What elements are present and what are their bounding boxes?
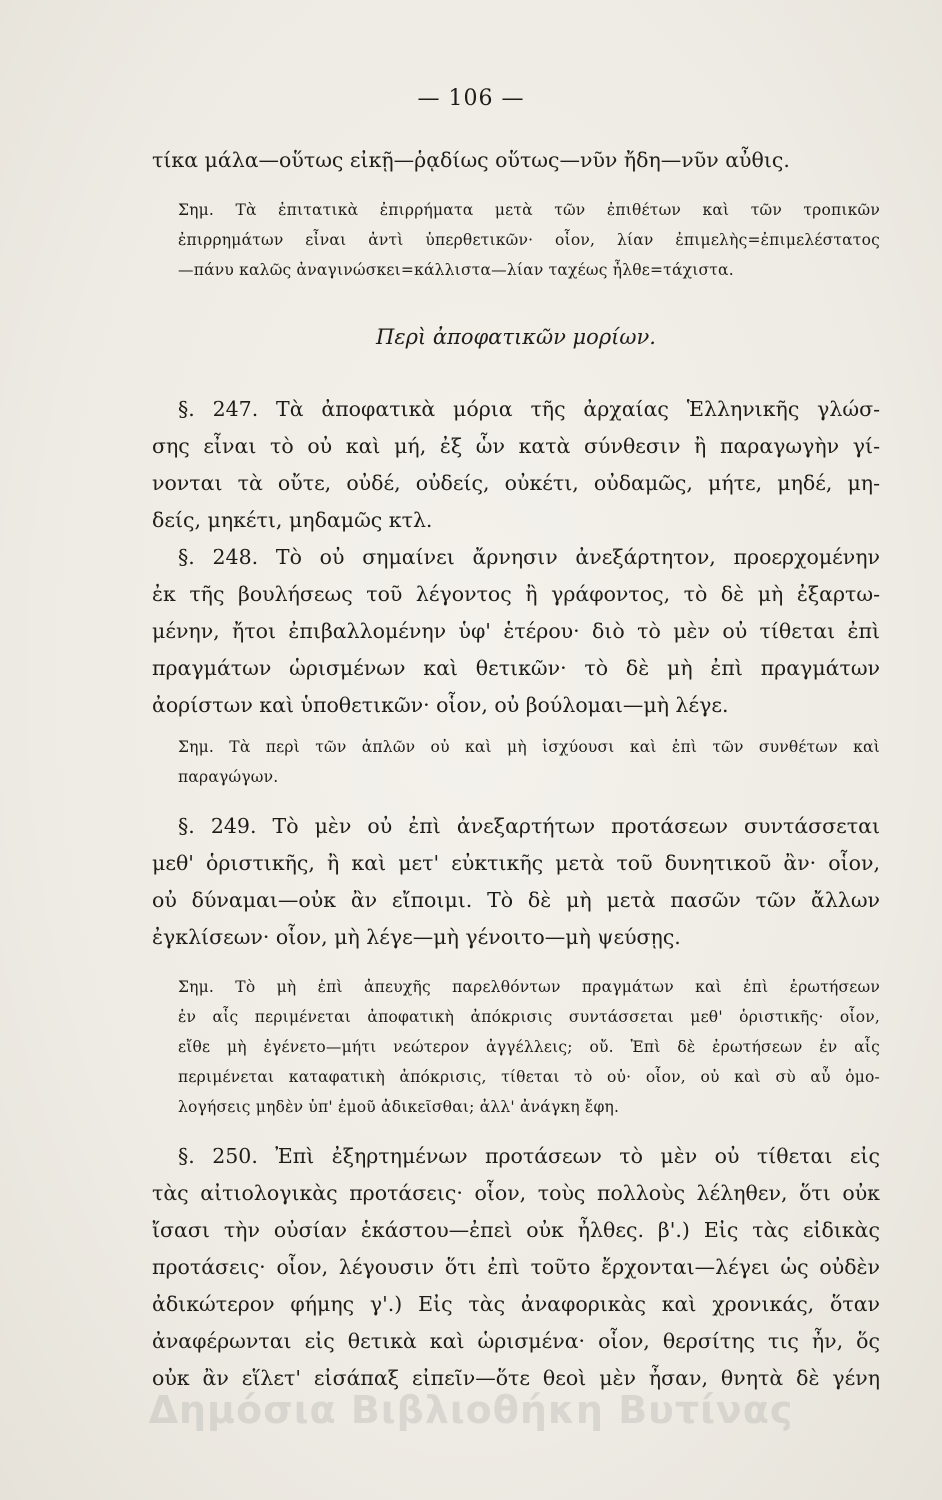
note-compounds [152,732,880,792]
section-heading: Περὶ ἀποφατικῶν μορίων. [376,325,656,349]
text-line: ἀδικώτερον φήμης γ'.) Εἰς τὰς ἀναφορικὰς καὶ χρονικάς, ὅταν [152,1292,880,1316]
text-line: ἐν αἷς περιμένεται ἀποφατικὴ ἀπόκρισις συντάσσεται μεθ' ὁριστικῆς· οἷον, [178,1008,880,1026]
text-line: Σημ. Τὰ περὶ τῶν ἁπλῶν οὐ καὶ μὴ ἰσχύουσι καὶ ἐπὶ τῶν συνθέτων καὶ [178,738,880,756]
text-line: ἐπιρρημάτων εἶναι ἀντὶ ὑπερθετικῶν· οἷον, λίαν ἐπιμελὴς=ἐπιμελέστατος [178,231,880,249]
page-content [152,142,880,1397]
text-line: μεθ' ὁριστικῆς, ἢ καὶ μετ' εὐκτικῆς μετὰ τοῦ δυνητικοῦ ἂν· οἷον, [152,851,880,875]
text-line: νονται τὰ οὔτε, οὐδέ, οὐδείς, οὐκέτι, οὐδαμῶς, μήτε, μηδέ, μη- [152,471,880,495]
text-line: Σημ. Τὸ μὴ ἐπὶ ἀπευχῆς παρελθόντων πραγμάτων καὶ ἐπὶ ἐρωτήσεων [178,978,880,996]
text-line: §. 249. Τὸ μὲν οὐ ἐπὶ ἀνεξαρτήτων προτάσεων συντάσσεται [178,814,880,838]
note-intensive-adverbs [152,195,880,285]
text-line: παραγώγων. [178,768,279,786]
text-line: τίκα μάλα—οὕτως εἰκῇ—ῥᾳδίως οὕτως—νῦν ἤδη—νῦν αὖθις. [152,148,790,172]
text-line: Σημ. Τὰ ἐπιτατικὰ ἐπιρρήματα μετὰ τῶν ἐπιθέτων καὶ τῶν τροπικῶν [178,201,880,219]
text-line: εἴθε μὴ ἐγένετο—μήτι νεώτερον ἀγγέλλεις; οὔ. Ἐπὶ δὲ ἐρωτήσεων ἐν αἷς [178,1038,880,1056]
page-number: — 106 — [417,86,525,111]
text-line: ἴσασι τὴν οὐσίαν ἑκάστου—ἐπεὶ οὐκ ἦλθες. β'.) Εἰς τὰς εἰδικὰς [152,1218,880,1242]
text-line: —πάνυ καλῶς ἀναγινώσκει=κάλλιστα—λίαν ταχέως ἦλθε=τάχιστα. [178,261,734,279]
text-line: πραγμάτων ὡρισμένων καὶ θετικῶν· τὸ δὲ μὴ ἐπὶ πραγμάτων [152,656,880,680]
text-line: περιμένεται καταφατικὴ ἀπόκρισις, τίθεται τὸ οὐ· οἷον, οὐ καὶ σὺ αὖ ὁμο- [178,1068,880,1086]
text-line: §. 248. Τὸ οὐ σημαίνει ἄρνησιν ἀνεξάρτητον, προερχομένην [178,545,880,569]
text-line: §. 250. Ἐπὶ ἐξηρτημένων προτάσεων τὸ μὲν οὐ τίθεται εἰς [178,1144,880,1168]
paragraph-248 [152,539,880,724]
paragraph-250 [152,1138,880,1397]
text-line: ἀναφέρωνται εἰς θετικὰ καὶ ὡρισμένα· οἷον, θερσίτης τις ἦν, ὅς [152,1329,880,1353]
text-line: ἀορίστων καὶ ὑποθετικῶν· οἷον, οὐ βούλομαι—μὴ λέγε. [152,693,729,717]
text-line: μένην, ἤτοι ἐπιβαλλομένην ὑφ' ἑτέρου· διὸ τὸ μὲν οὐ τίθεται ἐπὶ [152,619,880,643]
text-line: ἐκ τῆς βουλήσεως τοῦ λέγοντος ἢ γράφοντος, τὸ δὲ μὴ ἐξαρτω- [152,582,880,606]
text-line: οὐκ ἂν εἵλετ' εἰσάπαξ εἰπεῖν—ὅτε θεοὶ μὲν ἦσαν, θνητὰ δὲ γένη [152,1366,880,1390]
paragraph-249 [152,808,880,956]
text-line: ἐγκλίσεων· οἷον, μὴ λέγε—μὴ γένοιτο—μὴ ψεύσῃς. [152,925,681,949]
text-line: οὐ δύναμαι—οὐκ ἂν εἴποιμι. Τὸ δὲ μὴ μετὰ πασῶν τῶν ἄλλων [152,888,880,912]
text-line: δείς, μηκέτι, μηδαμῶς κτλ. [152,508,433,532]
text-line: σης εἶναι τὸ οὐ καὶ μή, ἐξ ὧν κατὰ σύνθεσιν ἢ παραγωγὴν γί- [152,434,880,458]
note-wishes-questions [152,972,880,1122]
intro-paragraph [152,142,880,179]
text-line: τὰς αἰτιολογικὰς προτάσεις· οἷον, τοὺς πολλοὺς λέληθεν, ὅτι οὐκ [152,1181,880,1205]
text-line: §. 247. Τὰ ἀποφατικὰ μόρια τῆς ἀρχαίας Ἑλληνικῆς γλώσ- [178,397,880,421]
text-line: προτάσεις· οἷον, λέγουσιν ὅτι ἐπὶ τοῦτο ἔρχονται—λέγει ὡς οὐδὲν [152,1255,880,1279]
library-watermark: Δημόσια Βιβλιοθήκη Βυτίνας [148,1388,794,1432]
text-line: λογήσεις μηδὲν ὑπ' ἐμοῦ ἀδικεῖσθαι; ἀλλ' ἀνάγκη ἔφη. [178,1098,620,1116]
paragraph-247 [152,391,880,539]
